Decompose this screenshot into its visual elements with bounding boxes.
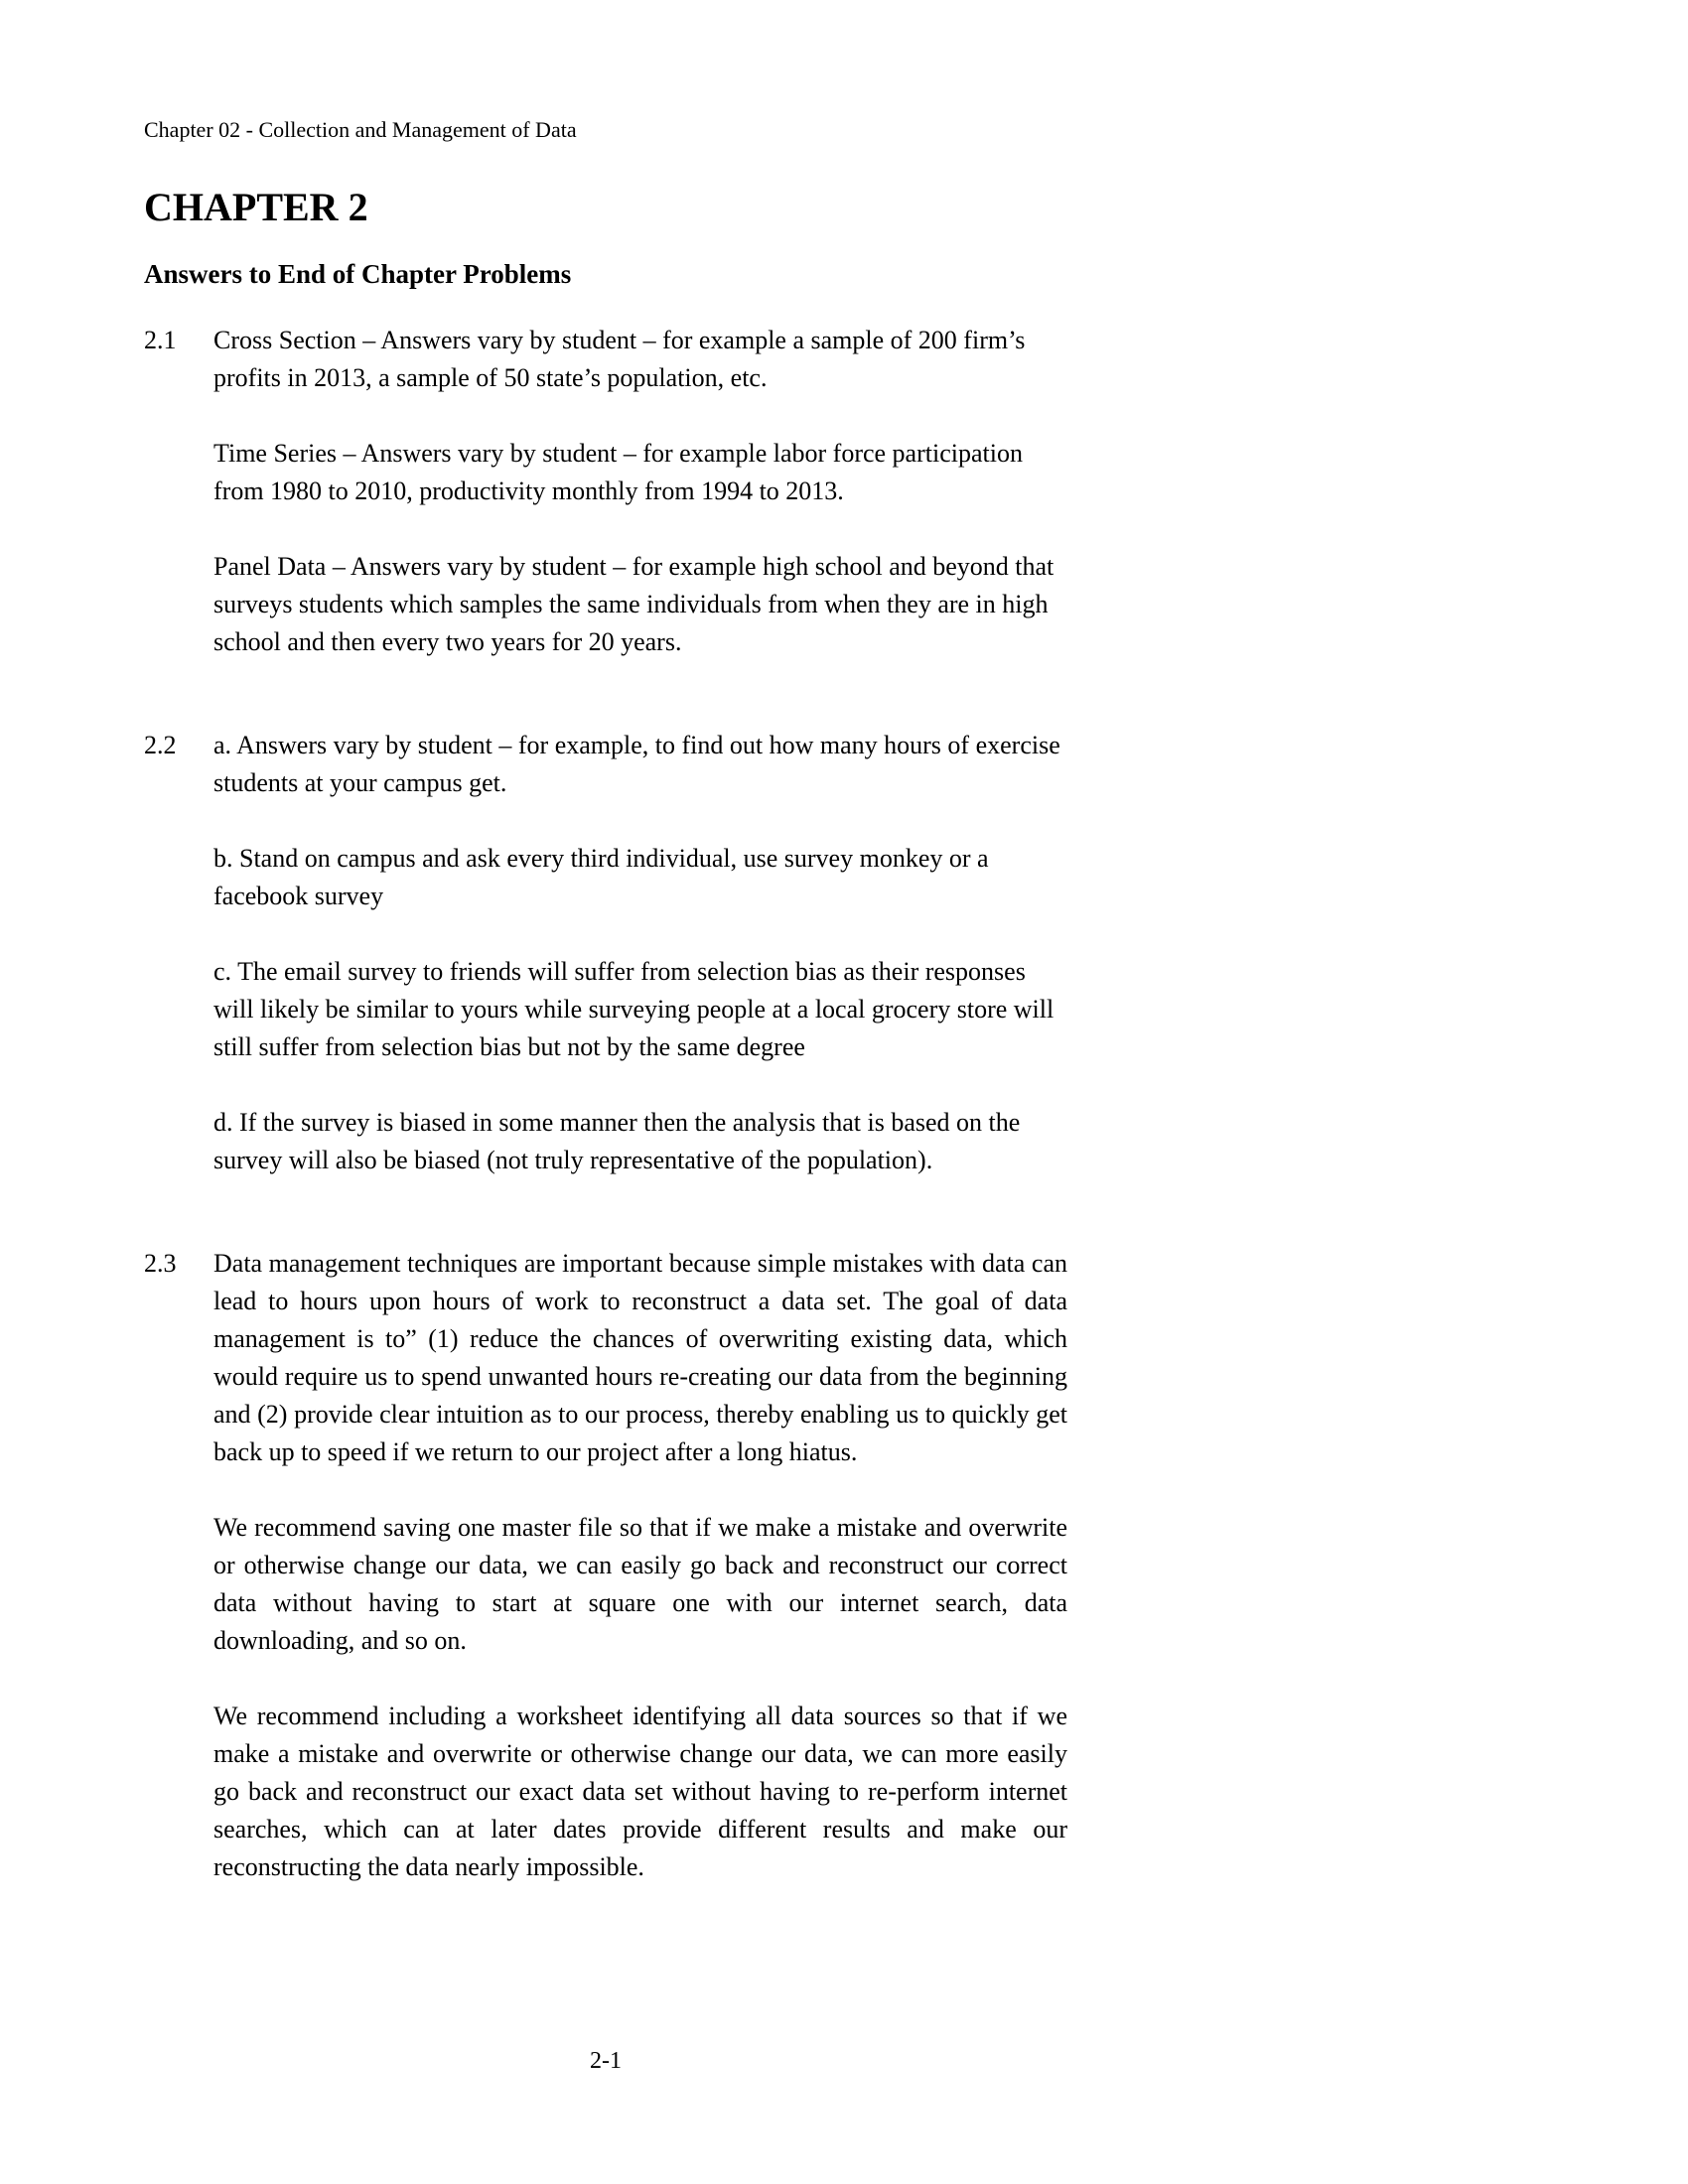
answer-paragraph: Cross Section – Answers vary by student – for example a sample of 200 firm’s profits in 2013, a sample of 50 state’s population, etc.: [213, 326, 1026, 392]
answer-paragraph: b. Stand on campus and ask every third individual, use survey monkey or a facebook survey: [213, 844, 989, 910]
problem-2-1: [144, 322, 1067, 699]
problem-number: 2.3: [144, 1249, 177, 1278]
answer-paragraph: We recommend including a worksheet identifying all data sources so that if we make a mistake and overwrite or otherwise change our data, we can more easily go back and reconstruct our exact data set without having to re-perform internet searches, which can at later dates provide different results and make our reconstructing the data nearly impossible.: [213, 1702, 1067, 1881]
answer-paragraph: We recommend saving one master file so that if we make a mistake and overwrite or otherwise change our data, we can easily go back and reconstruct our correct data without having to start at square one with our internet search, data downloading, and so on.: [213, 1513, 1067, 1655]
running-header: Chapter 02 - Collection and Management of Data: [144, 117, 577, 142]
section-subtitle: Answers to End of Chapter Problems: [144, 259, 572, 289]
answer-paragraph: d. If the survey is biased in some manner then the analysis that is based on the survey will also be biased (not truly representative of the population).: [213, 1108, 1021, 1174]
answer-paragraph: a. Answers vary by student – for example, to find out how many hours of exercise students at your campus get.: [213, 731, 1060, 797]
answer-paragraph: c. The email survey to friends will suffer from selection bias as their responses will likely be similar to yours while surveying people at a local grocery store will still suffer from selection bias but not by the same degree: [213, 957, 1055, 1061]
answer-paragraph: Time Series – Answers vary by student – for example labor force participation from 1980 to 2010, productivity monthly from 1994 to 2013.: [213, 439, 1023, 505]
chapter-title: CHAPTER 2: [144, 185, 368, 229]
problem-body: [213, 1245, 1067, 1924]
answer-paragraph: Panel Data – Answers vary by student – for example high school and beyond that surveys students which samples the same individuals from when they are in high school and then every two years for 20 years.: [213, 552, 1055, 656]
problem-2-2: [144, 727, 1067, 1217]
page-content: [144, 117, 1067, 1924]
problem-number: 2.1: [144, 326, 177, 354]
problem-number: 2.2: [144, 731, 177, 759]
problem-2-3: [144, 1245, 1067, 1924]
page-number: 2-1: [590, 2048, 622, 2074]
problem-body: [213, 727, 1067, 1217]
problem-body: [213, 322, 1067, 699]
answer-paragraph: Data management techniques are important because simple mistakes with data can lead to hours upon hours of work to reconstruct a data set. The goal of data management is to” (1) reduce the chances of overwriting existing data, which would require us to spend unwanted hours re-creating our data from the beginning and (2) provide clear intuition as to our process, thereby enabling us to quickly get back up to speed if we return to our project after a long hiatus.: [213, 1249, 1067, 1466]
